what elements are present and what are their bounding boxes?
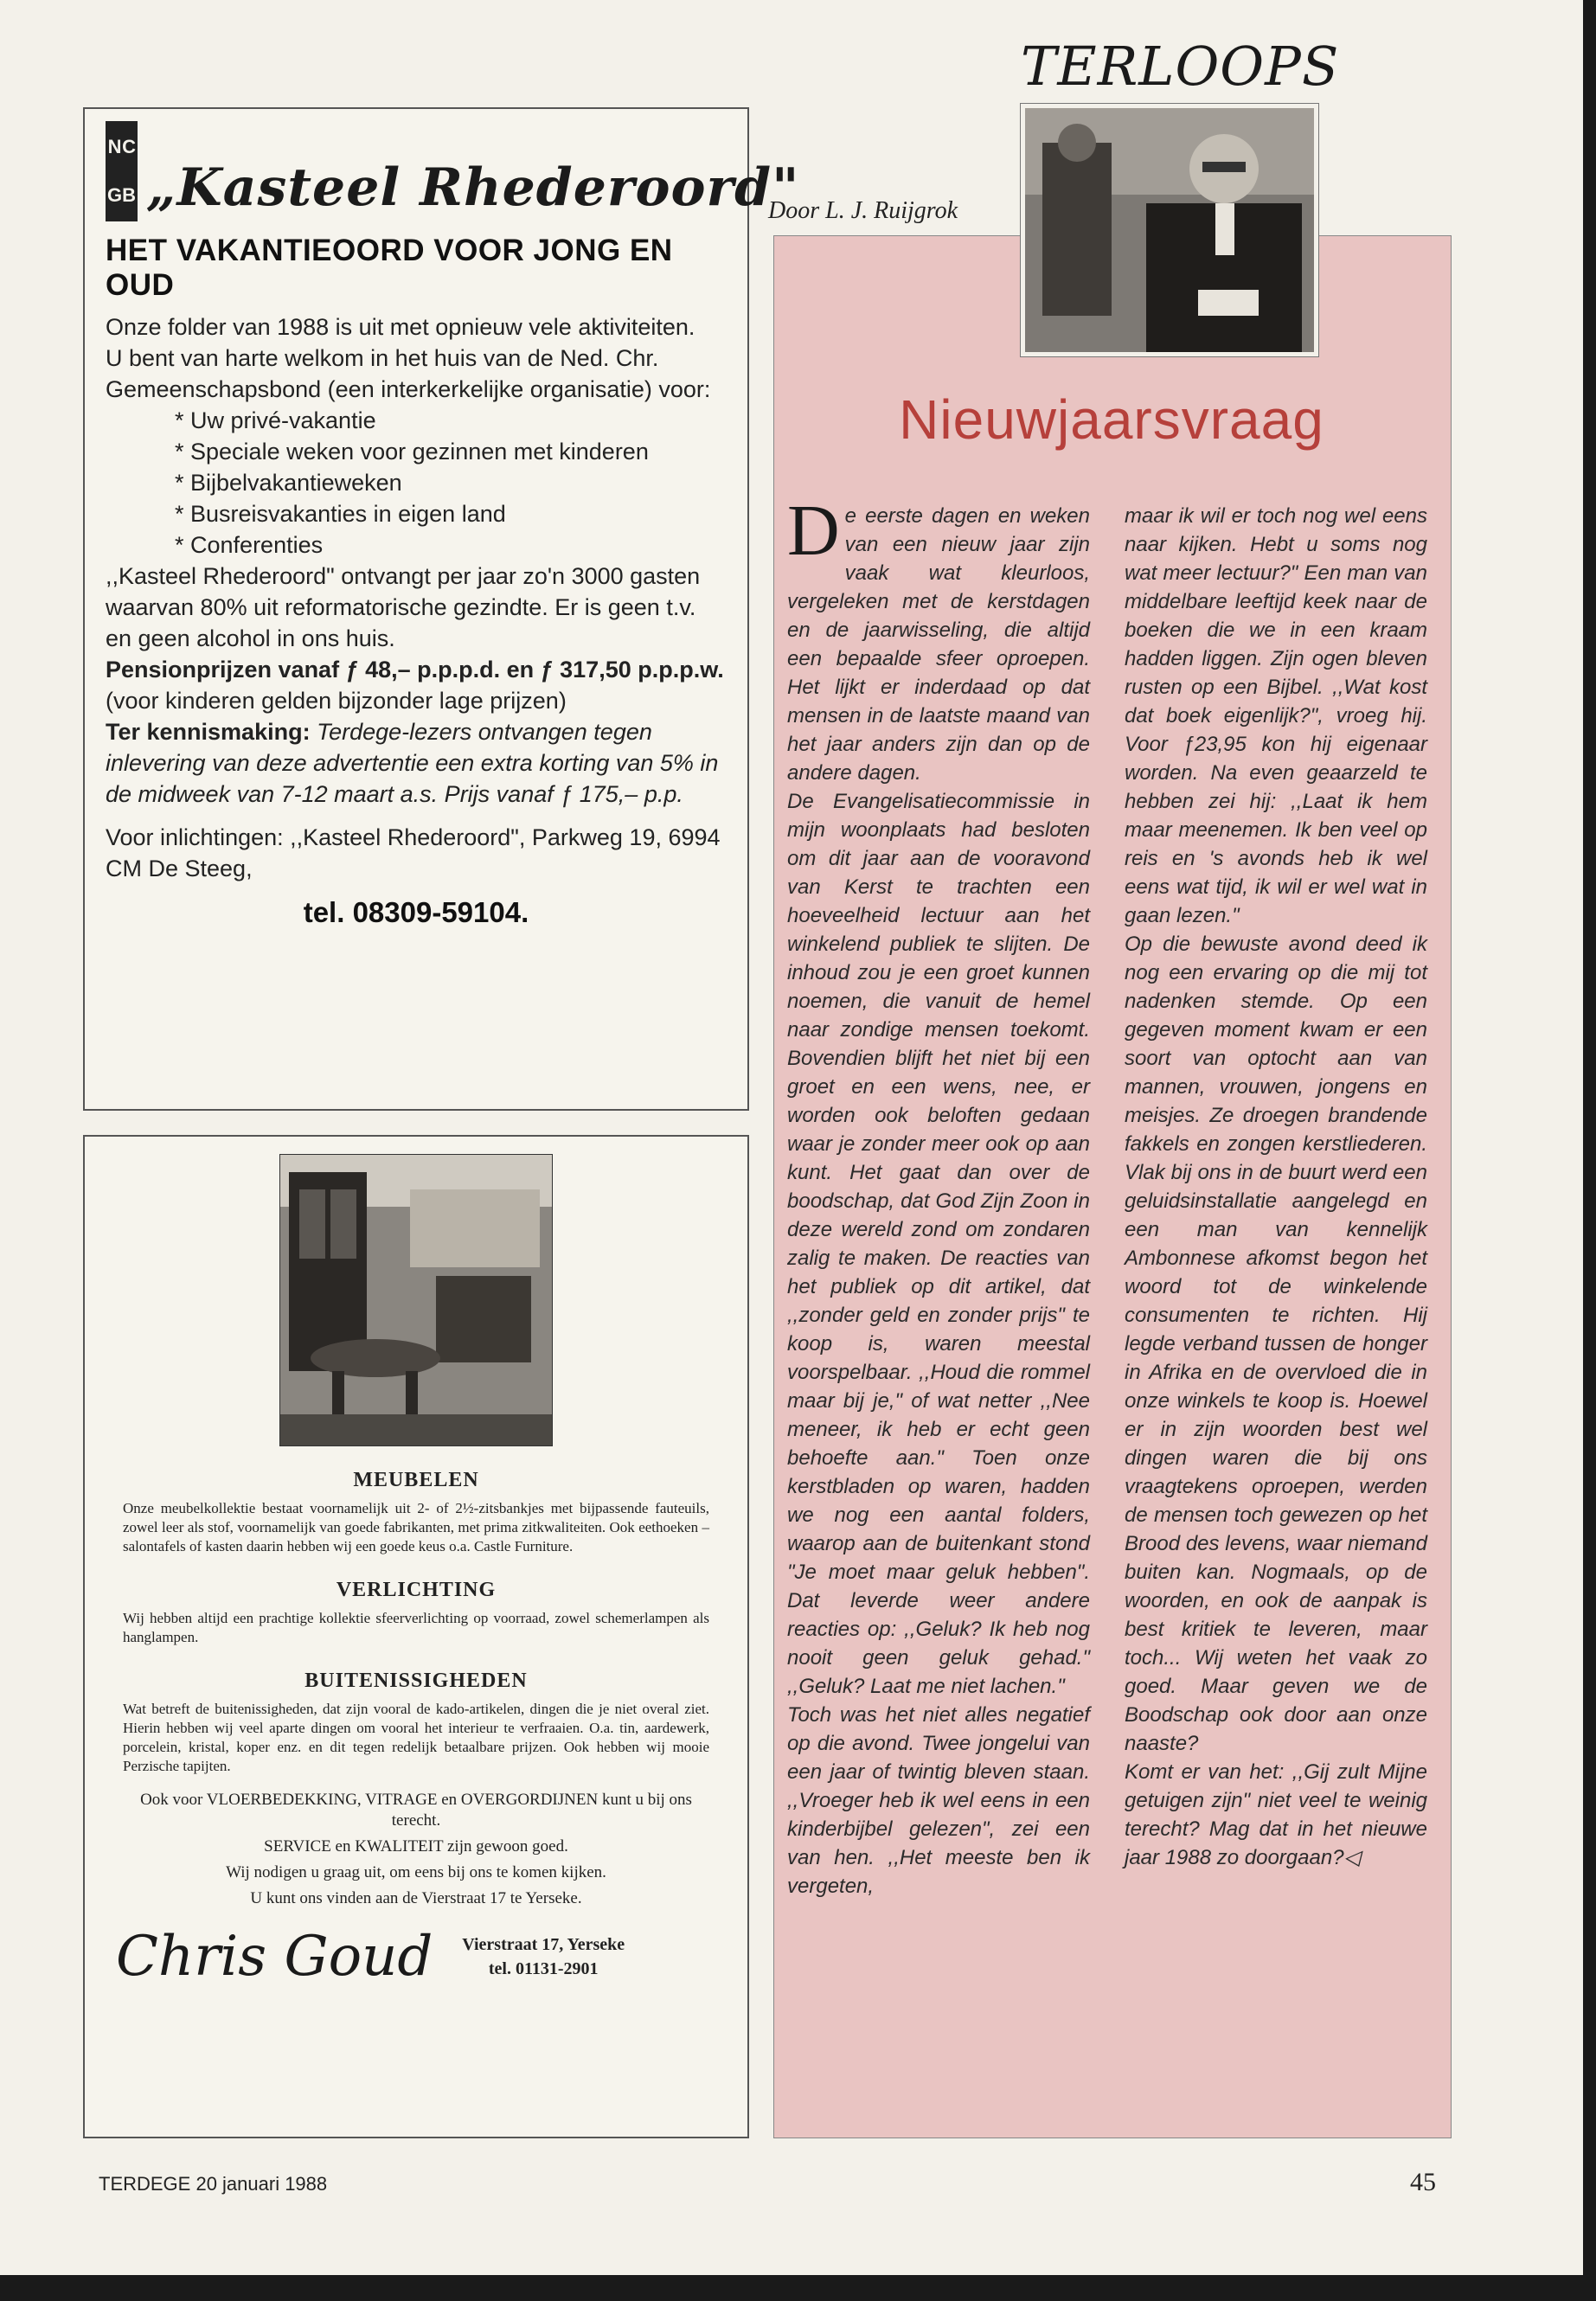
ad-phone: tel. 08309-59104. <box>303 896 529 928</box>
paragraph: Komt er van het: ,,Gij zult Mijne getuigen zijn" niet veel te weinig terecht? Mag dat in het nieuwe jaar 1988 zo doorgaan?◁ <box>1125 1760 1427 1869</box>
ad-chris-goud <box>83 1135 749 2138</box>
ad-prices: Pensionprijzen vanaf ƒ 48,– p.p.p.d. en ƒ 317,50 p.p.p.w. <box>106 657 724 683</box>
list-item: * Conferenties <box>175 529 727 561</box>
invite-line: Wij nodigen u graag uit, om eens bij ons te komen kijken. <box>226 1863 606 1881</box>
chris-goud-signature: Chris Goud <box>116 1925 433 1989</box>
furniture-photo-image <box>280 1155 552 1445</box>
page-number: 45 <box>1410 2168 1436 2196</box>
buitenissigheden-heading: BUITENISSIGHEDEN <box>304 1670 528 1692</box>
column-title: Nieuwjaarsvraag <box>899 388 1324 451</box>
list-item: * Busreisvakanties in eigen land <box>175 498 727 529</box>
ad-heading: HET VAKANTIEOORD VOOR JONG EN OUD <box>106 234 673 302</box>
verlichting-text: Wij hebben altijd een prachtige kollektie sfeerverlichting op voorraad, zowel schemerlampen als hanglampen. <box>123 1610 709 1645</box>
list-item: * Speciale weken voor gezinnen met kinderen <box>175 436 727 467</box>
meubelen-heading: MEUBELEN <box>353 1469 479 1491</box>
ad-intro: Onze folder van 1988 is uit met opnieuw vele aktiviteiten. <box>106 314 695 340</box>
footer-issue: TERDEGE 20 januari 1988 <box>99 2173 328 2195</box>
ad-info: Voor inlichtingen: ,,Kasteel Rhederoord", Parkweg 19, 6994 CM De Steeg, <box>106 824 721 881</box>
vloerbedekking-line: Ook voor VLOERBEDEKKING, VITRAGE en OVERGORDIJNEN kunt u bij ons terecht. <box>140 1791 692 1830</box>
offer-text: Terdege-lezers ontvangen tegen inlevering van deze advertentie een extra korting van 5% in de midweek van 7-12 maart a.s. Prijs vanaf ƒ 175,– p.p. <box>106 719 719 807</box>
section-header: TERLOOPS <box>1021 35 1340 98</box>
byline: Door L. J. Ruijgrok <box>768 197 958 224</box>
shop-address <box>462 1932 625 1981</box>
paragraph: Op die bewuste avond deed ik nog een ervaring op die mij tot nadenken stemde. Op een gegeven moment kwam er een soort van optocht aan van mannen, vrouwen, jongens en meisjes. Ze droegen brandende fakkels en zongen kerstliederen. Vlak bij ons in de buurt werd een geluidsinstallatie aangelegd en een man van kennelijk Ambonnese afkomst begon het woord tot de winkelende consumenten te richten. Hij legde verband tussen de honger in Afrika en de overvloed die in onze winkels te koop is. Hoewel er in zijn woorden best wel dingen waren die bij ons vraagtekens oproepen, werden de mensen toch gewezen op het Brood des levens, waar niemand buiten kan. Nogmaals, op de woorden, en ook de aanpak is best kritiek te leveren, maar toch... Wij weten het vaak zo goed. Maar geven we de Boodschap ook door aan onze naaste? <box>1125 933 1427 1755</box>
ad-children: (voor kinderen gelden bijzonder lage prijzen) <box>106 688 567 714</box>
author-portrait <box>1021 104 1318 356</box>
furniture-photo <box>279 1154 553 1446</box>
list-item: * Bijbelvakantieweken <box>175 467 727 498</box>
meubelen-text: Onze meubelkollektie bestaat voornamelijk uit 2- of 2½-zitsbankjes met bijpassende fauteuils, zowel leer als stof, voornamelijk van goede fabrikanten, met prima zitkwaliteiten. Ook eethoeken – salontafels of kasten daarin hebben wij een goede keus o.a. Castle Furniture. <box>123 1500 709 1554</box>
offer-label: Ter kennismaking: <box>106 719 311 745</box>
ad-title: „Kasteel Rhederoord" <box>146 157 800 218</box>
ad-offer <box>106 716 727 810</box>
paragraph: Toch was het niet alles negatief op die avond. Twee jongelui van een jaar of twintig bleven staan. ,,Vroeger heb ik wel eens in een kinderbijbel gelezen", zei een van hen. ,,Het meeste ben ik vergeten, <box>787 1703 1090 1898</box>
author-portrait-image <box>1025 108 1314 352</box>
paragraph: De Evangelisatiecommissie in mijn woonplaats had besloten om dit jaar aan de vooravond van Kerst te trachten een hoeveelheid lectuur aan het winkelend publiek te slijten. De inhoud zou je een groet kunnen noemen, die vanuit de hemel naar zondige mensen toekomt. Bovendien blijft het niet bij een groet en een wens, nee, er worden ook beloften gedaan waar je zonder meer ook op aan kunt. Het gaat dan over de boodschap, dat God Zijn Zoon in deze wereld zond om zondaren zalig te maken. De reacties van het publiek op dit artikel, dat ,,zonder geld en zonder prijs" te koop is, waren meestal voorspelbaar. ,,Houd die rommel maar bij je," of wat netter ,,Nee meneer, ik heb er echt geen behoefte aan." Toen onze kerstbladen op waren, hadden we nog een aantal folders, waarop aan de buitenkant stond "Je moet maar geluk hebben". Dat leverde weer andere reacties op: ,,Geluk? Ik heb nog nooit geen geluk gehad." ,,Geluk? Laat me niet lachen." <box>787 790 1090 1698</box>
location-line: U kunt ons vinden aan de Vierstraat 17 te Yerseke. <box>250 1889 582 1907</box>
logo-letter: B <box>122 184 137 206</box>
phone-line: tel. 01131-2901 <box>488 1959 599 1978</box>
buitenissigheden-text: Wat betreft de buitenissigheden, dat zijn vooral de kado-artikelen, dingen die je niet overal ziet. Hierin hebben wij veel aparte dingen om vooral het interieur te verfraaien. O.a. tin, aardewerk, porcelein, kristal, koper enz. en dit tegen redelijk betaalbare prijzen. Ook hebben wij mooie Perzische tapijten. <box>123 1701 709 1774</box>
ad-list <box>106 405 727 561</box>
ncgb-logo <box>106 121 138 221</box>
ad-receives: ,,Kasteel Rhederoord" ontvangt per jaar zo'n 3000 gasten waarvan 80% uit reformatorische gezindte. Er is geen t.v. en geen alcohol in ons huis. <box>106 563 701 651</box>
logo-letter: G <box>107 184 123 206</box>
ad-header <box>106 121 800 221</box>
verlichting-heading: VERLICHTING <box>336 1579 497 1601</box>
logo-letter: N <box>107 136 122 157</box>
paragraph: maar ik wil er toch nog wel eens naar kijken. Hebt u soms nog wat meer lectuur?" Een man van middelbare leeftijd keek naar de boeken die we in een kraam hadden liggen. Zijn ogen bleven rusten op een Bijbel. ,,Wat kost dat boek eigenlijk?", vroeg hij. Voor ƒ23,95 kon hij eigenaar worden. Na even geaarzeld te hebben zei hij: ,,Laat ik hem maar meenemen. Ik ben veel op reis en 's avonds heb ik wel eens wat tijd, ik wil er wel wat in gaan lezen." <box>1125 504 1427 927</box>
paragraph-text: e eerste dagen en weken van een nieuw jaar zijn vaak wat kleurloos, vergeleken met de kerstdagen en de jaarwisseling, die altijd een bepaalde sfeer oproepen. Het lijkt er inderdaad op dat mensen in de laatste maand van het jaar anders zijn dan op de andere dagen. <box>787 504 1090 785</box>
signature-row <box>116 1925 716 1989</box>
list-item: * Uw privé-vakantie <box>175 405 727 436</box>
ad-kasteel-rhederoord <box>83 107 800 1111</box>
paragraph <box>787 490 1090 787</box>
column-text-right <box>1125 502 1427 1872</box>
drop-cap: D <box>787 490 840 571</box>
address-line: Vierstraat 17, Yerseke <box>462 1935 625 1954</box>
service-line: SERVICE en KWALITEIT zijn gewoon goed. <box>264 1837 568 1856</box>
ad-intro: U bent van harte welkom in het huis van de Ned. Chr. Gemeenschapsbond (een interkerkelijke organisatie) voor: <box>106 345 711 402</box>
column-text-left <box>787 490 1090 1900</box>
logo-letter: C <box>122 136 137 157</box>
